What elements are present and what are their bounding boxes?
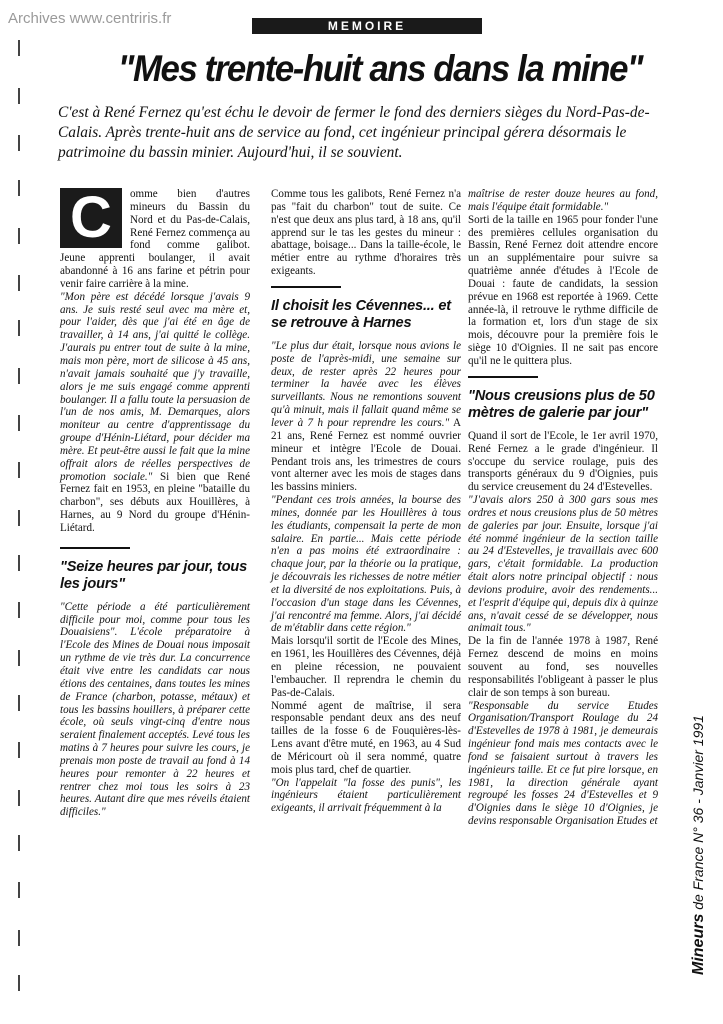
- article-column-1: [60, 185, 250, 819]
- page-edge-marks: [14, 40, 34, 1020]
- paragraph-text: Si bien que René Fernez fait en 1953, en pleine "bataille du charbon", ses débuts aux Houillères, à Harnes, au 9 Nord du groupe d'Hénin-Liétard.: [60, 470, 250, 534]
- quote: "Mon père est décédé lorsque j'avais 9 ans. Je suis resté seul avec ma mère et, pour l'aider, dès que j'ai été en âge de travailler, à 14 ans, j'ai quitté le collège. J'aurais pu entrer tout de suite à la mine, mais mon père, mort de silicose à 45 ans, n'avait jamais souhaité que j'y travaille, alors je me suis engagé comme apprenti boulanger. Il a fallu toute la persuasion de l'un de nos amis, M. Demarques, alors moniteur au centre d'apprentissage du groupe d'Hénin-Liétard, pour décider ma mère. Et peut-être aussi le fait que la mine offrait alors de réelles perspectives de promotion sociale.": [60, 290, 250, 483]
- article-column-3: [468, 188, 658, 828]
- article-lead: C'est à René Fernez qu'est échu le devoir de fermer le fond des derniers sièges du Nord-Pas-de-Calais. Après trente-huit ans de service au fond, cet ingénieur principal gérera désormais le patrimoine du bassin minier. Aujourd'hui, il se souvient.: [58, 104, 650, 161]
- issue-info: de France N° 36 - Janvier 1991: [690, 715, 706, 914]
- paragraph: Quand il sort de l'Ecole, le 1er avril 1970, René Fernez a le grade d'ingénieur. Il s'occupe du service roulage, puis des transports généraux du 9 d'Oignies, puis du service creusement du 24 d'Estevelles.: [468, 429, 658, 494]
- article-title: "Mes trente-huit ans dans la mine": [117, 48, 643, 89]
- paragraph: [271, 340, 461, 494]
- quote: "J'avais alors 250 à 300 gars sous mes ordres et nous creusions plus de 50 mètres de galeries par jour. Ensuite, lorsque j'ai été nommé ingénieur de la section taille au 24 d'Estevelles, je travaillais avec 600 gars, c'était formidable. La production était alors notre principal objectif : nous devions produire, avoir des rendements... et l'esprit d'équipe qui, depuis dix à quinze ans, n'avait cessé de se développer, nous animait tous.": [468, 494, 658, 635]
- paragraph: Mais lorsqu'il sortit de l'Ecole des Mines, en 1961, les Houillères des Cévennes, déjà en pleine récession, ne pouvaient l'embaucher. Il reprendra le chemin du Pas-de-Calais.: [271, 635, 461, 699]
- article-column-2: [271, 188, 461, 815]
- subheading: Il choisit les Cévennes... et se retrouve à Harnes: [271, 297, 451, 331]
- paragraph: Comme tous les galibots, René Fernez n'a pas "fait du charbon" tout de suite. Ce n'est que deux ans plus tard, à 18 ans, qu'il apprend sur le tas les gestes du mineur : abattage, boisage... Dans la taille-école, le métier entre au rythme d'horaires très exigeants.: [271, 188, 461, 278]
- quote: "Responsable du service Etudes Organisation/Transport Roulage du 24 d'Estevelles de 1978 à 1981, je demeurais ingénieur fond mais mes contacts avec le fond se faisaient surtout à travers les ingénieurs taille. Et ce fut pire lorsque, en 1981, la direction générale ayant regroupé les fosses 24 d'Estevelles et 9 d'Oignies dans le siège 10 d'Oignies, je devins responsable Organisation Etudes et: [468, 699, 658, 828]
- section-rule: [468, 376, 538, 378]
- subheading: "Nous creusions plus de 50 mètres de galerie par jour": [468, 387, 655, 421]
- paragraph: Nommé agent de maîtrise, il sera responsable pendant deux ans des neuf tailles de la fosse 6 de Fouquières-lès-Lens avant d'être muté, en 1963, au 4 Sud de Méricourt où il sera nommé, quatre mois plus tard, chef de quartier.: [271, 699, 461, 776]
- subheading: "Seize heures par jour, tous les jours": [60, 558, 248, 592]
- paragraph: [60, 291, 250, 535]
- archive-watermark: Archives www.centriris.fr: [8, 10, 172, 27]
- quote: "Le plus dur était, lorsque nous avions le poste de l'après-midi, une semaine sur deux, de rester après 22 heures pour terminer la havée avec les élèves surveillants. Nous ne remontions souvent qu'à minuit, mais il fallait quand même se lever à 7 h pour reprendre les cours.": [271, 339, 461, 429]
- quote: "Pendant ces trois années, la bourse des mines, donnée par les Houillères à tous les étudiants, compensait la perte de mon salaire. En partie... Mais cette période n'en a pas moins été extraordinaire : chaque jour, par la théorie ou la pratique, je découvrais les richesses de notre métier et la diversité de nos exploitations. Puis, à l'occasion d'un stage dans les Cévennes, j'ai rencontré ma femme. Alors, j'ai décidé de m'établir dans cette région.": [271, 494, 461, 635]
- section-rule: [60, 547, 130, 549]
- quote: "Cette période a été particulièrement difficile pour moi, comme pour tous les Douaisiens". L'école préparatoire à l'Ecole des Mines de Douai nous imposait un rythme de vie très dur. La concurrence était vive entre les candidats car nous étions des centaines, dans toutes les mines de France (charbon, potasse, métaux) et tous les bassins houillers, à préparer cette école, où seuls vingt-cinq d'entre nous seraient finalement acceptés. Levé tous les matins à 7 heures pour suivre les cours, je prenais mon poste de travail au fond à 14 heures pour remonter à 22 heures et rentrer chez moi tous les soirs à 23 heures. Autant dire que mes réveils étaient difficiles.": [60, 600, 250, 819]
- paragraph-text: A 21 ans, René Fernez est nommé ouvrier mineur et intègre l'Ecole de Douai. Pendant trois ans, les trimestres de cours vont alterner avec les mois de stages dans les bassins miniers.: [271, 416, 461, 494]
- drop-cap: C: [60, 188, 122, 248]
- magazine-name: Mineurs: [690, 913, 707, 975]
- paragraph: Sorti de la taille en 1965 pour fonder l'une des premières cellules organisation du Bassin, René Fernez doit attendre encore un an supplémentaire pour suivre sa quatrième année d'études à l'Ecole de Douai : faute de candidats, la session prévue en 1968 est reportée à 1969. Cette année-là, il retrouve le rythme difficile de la formation et, lors d'un stage de six mois, découvre pour la première fois le siège 10 d'Oignies. Il ne sait pas encore qu'il ne le quittera plus.: [468, 213, 658, 367]
- paragraph: omme bien d'autres mineurs du Bassin du Nord et du Pas-de-Calais, René Fernez commença au fond comme galibot. Jeune apprenti boulanger, il avait abandonné à 16 ans farine et pétrin pour venir faire carrière à la mine.: [60, 188, 250, 290]
- quote: maîtrise de rester douze heures au fond, mais l'équipe était formidable.": [468, 188, 658, 213]
- quote: "On l'appelait "la fosse des punis", les ingénieurs étaient particulièrement exigeants, il arrivait fréquemment à la: [271, 776, 461, 815]
- paragraph: De la fin de l'année 1978 à 1987, René Fernez descend de moins en moins souvent au fond, ses nouvelles responsabilités l'obligeant à passer le plus clair de son temps à son bureau.: [468, 635, 658, 699]
- section-rule: [271, 286, 341, 288]
- magazine-issue-line: [690, 715, 708, 975]
- section-rubric: MEMOIRE: [252, 18, 482, 34]
